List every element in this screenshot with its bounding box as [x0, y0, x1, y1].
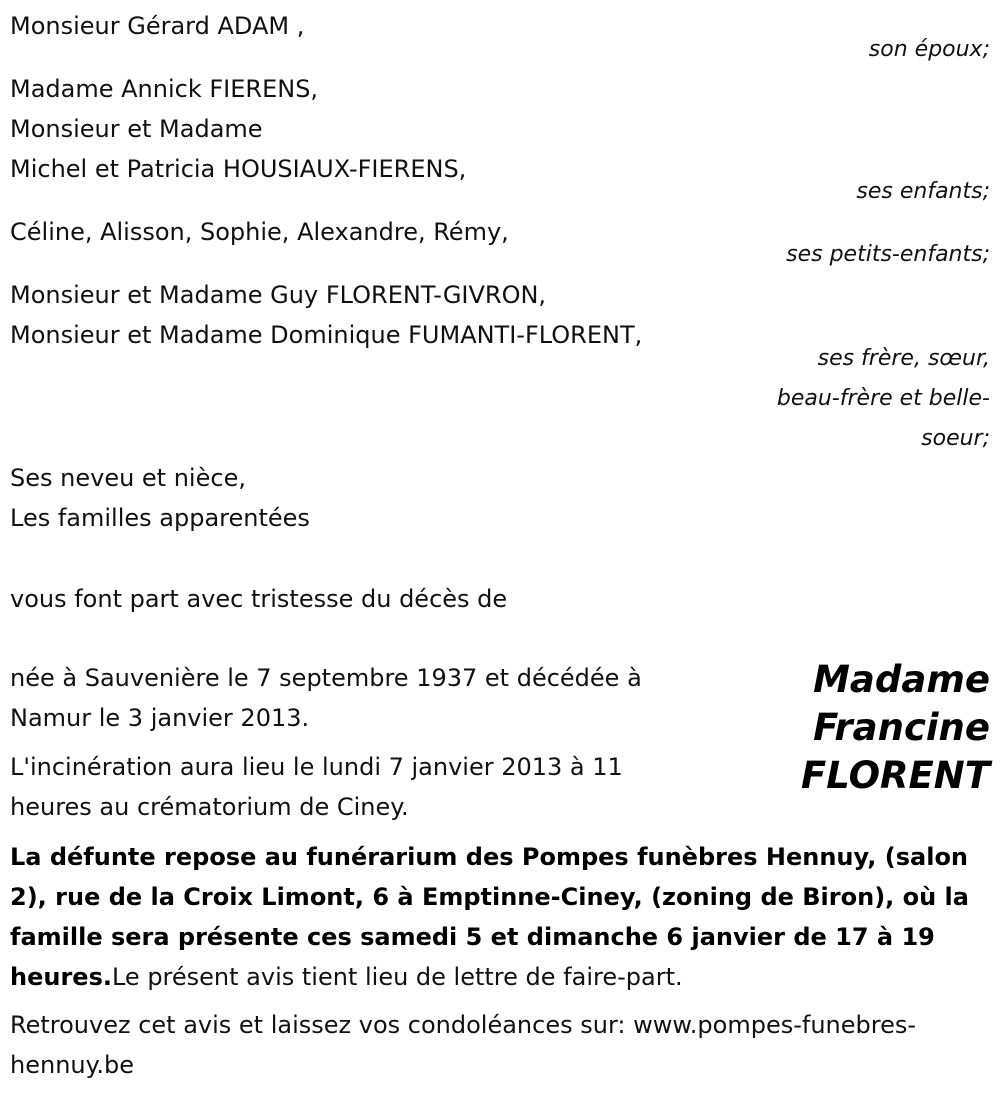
children-role: ses enfants;: [856, 179, 990, 204]
others-line-2: Les familles apparentées: [10, 504, 310, 532]
grandchildren-names: Céline, Alisson, Sophie, Alexandre, Rémy,: [10, 218, 509, 246]
deceased-name: [750, 656, 990, 800]
siblings-role-line-2: beau-frère et belle-: [776, 386, 990, 411]
siblings-role-line-3: soeur;: [921, 426, 990, 451]
spouse-role: son époux;: [868, 37, 990, 62]
announcement: vous font part avec tristesse du décès de: [10, 585, 508, 613]
faire-part-note: Le présent avis tient lieu de lettre de faire-part.: [111, 963, 683, 991]
birth-death-line-1: née à Sauvenière le 7 septembre 1937 et décédée à: [10, 664, 642, 692]
cremation-line-2: heures au crématorium de Ciney.: [10, 793, 409, 821]
sibling-line-2: Monsieur et Madame Dominique FUMANTI-FLORENT,: [10, 321, 643, 349]
grandchildren-role: ses petits-enfants;: [786, 242, 990, 267]
funerarium-paragraph: [10, 837, 995, 997]
birth-death-line-2: Namur le 3 janvier 2013.: [10, 704, 310, 732]
child-line-1: Madame Annick FIERENS,: [10, 75, 319, 103]
funerarium-details: La défunte repose au funérarium des Pompes funèbres Hennuy, (salon 2), rue de la Croix Limont, 6 à Emptinne-Ciney, (zoning de Biron), où la famille sera présente ces samedi 5 et dimanche 6 janvier de 17 à 19 heures.: [10, 843, 969, 991]
deceased-name-line-1: Madame: [813, 658, 990, 701]
deceased-name-line-2: Francine: [813, 706, 990, 749]
siblings-role-line-1: ses frère, sœur,: [817, 346, 990, 371]
others-line-1: Ses neveu et nièce,: [10, 464, 246, 492]
deceased-name-line-3: FLORENT: [801, 754, 990, 797]
cremation-line-1: L'incinération aura lieu le lundi 7 janvier 2013 à 11: [10, 753, 623, 781]
sibling-line-1: Monsieur et Madame Guy FLORENT-GIVRON,: [10, 281, 547, 309]
child-line-3: Michel et Patricia HOUSIAUX-FIERENS,: [10, 155, 467, 183]
condolences-footer: Retrouvez cet avis et laissez vos condoléances sur: www.pompes-funebres-hennuy.be: [10, 1011, 917, 1079]
spouse-name: Monsieur Gérard ADAM ,: [10, 12, 305, 40]
child-line-2: Monsieur et Madame: [10, 115, 263, 143]
